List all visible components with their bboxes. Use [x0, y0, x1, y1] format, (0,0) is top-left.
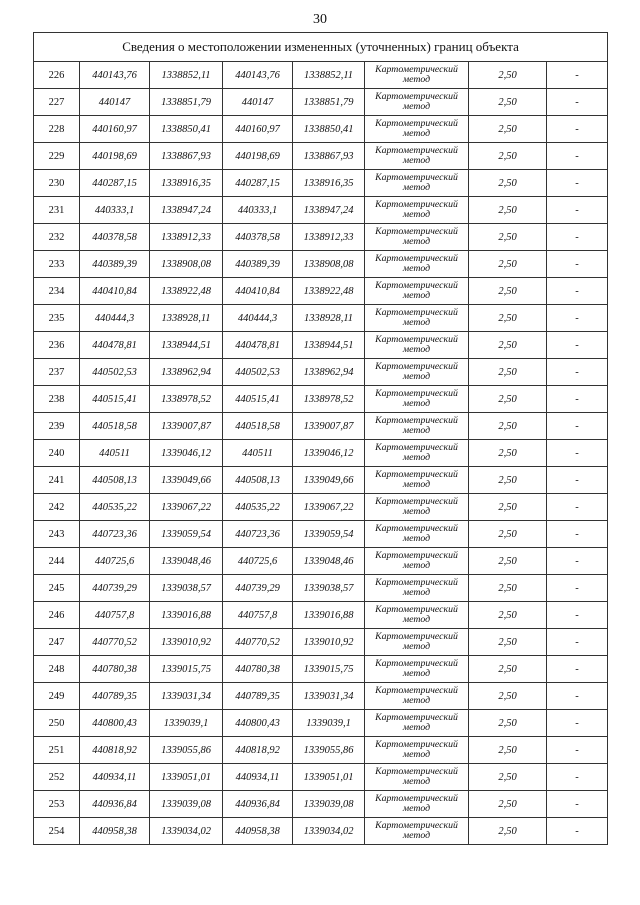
table-title-row	[34, 33, 608, 62]
page-number: 30	[313, 12, 327, 27]
cell-x-new: 440147	[223, 89, 293, 116]
table-row	[34, 386, 608, 413]
cell-accuracy: 2,50	[469, 116, 547, 143]
cell-method: Картометрический метод	[365, 62, 469, 89]
cell-method: Картометрический метод	[365, 197, 469, 224]
cell-note: -	[547, 332, 608, 359]
cell-x-existing: 440147	[80, 89, 150, 116]
cell-y-new: 1339015,75	[293, 656, 365, 683]
cell-accuracy: 2,50	[469, 737, 547, 764]
cell-accuracy: 2,50	[469, 224, 547, 251]
cell-x-new: 440287,15	[223, 170, 293, 197]
table-row	[34, 467, 608, 494]
cell-x-existing: 440518,58	[80, 413, 150, 440]
cell-accuracy: 2,50	[469, 332, 547, 359]
cell-x-existing: 440535,22	[80, 494, 150, 521]
cell-x-new: 440739,29	[223, 575, 293, 602]
cell-y-new: 1338944,51	[293, 332, 365, 359]
cell-x-new: 440757,8	[223, 602, 293, 629]
cell-x-existing: 440160,97	[80, 116, 150, 143]
table-row	[34, 62, 608, 89]
cell-y-new: 1338908,08	[293, 251, 365, 278]
cell-x-existing: 440800,43	[80, 710, 150, 737]
cell-accuracy: 2,50	[469, 359, 547, 386]
cell-x-new: 440502,53	[223, 359, 293, 386]
cell-point-number: 238	[34, 386, 80, 413]
table-row	[34, 251, 608, 278]
cell-point-number: 231	[34, 197, 80, 224]
table-row	[34, 224, 608, 251]
cell-x-new: 440444,3	[223, 305, 293, 332]
table-row	[34, 575, 608, 602]
cell-accuracy: 2,50	[469, 791, 547, 818]
cell-note: -	[547, 737, 608, 764]
cell-y-new: 1339010,92	[293, 629, 365, 656]
cell-y-new: 1338978,52	[293, 386, 365, 413]
table-row	[34, 170, 608, 197]
cell-y-existing: 1338944,51	[150, 332, 223, 359]
table-row	[34, 359, 608, 386]
table-row	[34, 683, 608, 710]
boundary-coordinates-table	[33, 32, 608, 845]
cell-y-existing: 1339016,88	[150, 602, 223, 629]
table-row	[34, 737, 608, 764]
cell-point-number: 229	[34, 143, 80, 170]
cell-y-new: 1338851,79	[293, 89, 365, 116]
cell-y-existing: 1339067,22	[150, 494, 223, 521]
cell-x-new: 440800,43	[223, 710, 293, 737]
cell-y-existing: 1339010,92	[150, 629, 223, 656]
cell-note: -	[547, 116, 608, 143]
cell-accuracy: 2,50	[469, 710, 547, 737]
cell-point-number: 250	[34, 710, 80, 737]
cell-point-number: 245	[34, 575, 80, 602]
cell-point-number: 228	[34, 116, 80, 143]
cell-point-number: 236	[34, 332, 80, 359]
cell-x-existing: 440515,41	[80, 386, 150, 413]
cell-method: Картометрический метод	[365, 602, 469, 629]
cell-y-new: 1339039,1	[293, 710, 365, 737]
cell-x-existing: 440770,52	[80, 629, 150, 656]
cell-x-new: 440333,1	[223, 197, 293, 224]
cell-method: Картометрический метод	[365, 251, 469, 278]
cell-note: -	[547, 62, 608, 89]
cell-accuracy: 2,50	[469, 170, 547, 197]
cell-x-existing: 440511	[80, 440, 150, 467]
cell-x-new: 440478,81	[223, 332, 293, 359]
cell-note: -	[547, 197, 608, 224]
table-row	[34, 656, 608, 683]
cell-y-new: 1339034,02	[293, 818, 365, 845]
cell-note: -	[547, 359, 608, 386]
cell-method: Картометрический метод	[365, 413, 469, 440]
cell-note: -	[547, 548, 608, 575]
cell-y-existing: 1339051,01	[150, 764, 223, 791]
cell-x-existing: 440502,53	[80, 359, 150, 386]
cell-y-new: 1339049,66	[293, 467, 365, 494]
cell-x-existing: 440958,38	[80, 818, 150, 845]
cell-method: Картометрический метод	[365, 764, 469, 791]
cell-x-existing: 440508,13	[80, 467, 150, 494]
cell-accuracy: 2,50	[469, 818, 547, 845]
cell-note: -	[547, 89, 608, 116]
cell-x-existing: 440757,8	[80, 602, 150, 629]
table-row	[34, 116, 608, 143]
cell-accuracy: 2,50	[469, 413, 547, 440]
cell-note: -	[547, 224, 608, 251]
cell-y-existing: 1339015,75	[150, 656, 223, 683]
cell-method: Картометрический метод	[365, 548, 469, 575]
cell-x-existing: 440198,69	[80, 143, 150, 170]
cell-x-new: 440511	[223, 440, 293, 467]
cell-x-new: 440725,6	[223, 548, 293, 575]
cell-point-number: 232	[34, 224, 80, 251]
cell-y-existing: 1338922,48	[150, 278, 223, 305]
cell-method: Картометрический метод	[365, 143, 469, 170]
cell-y-new: 1339031,34	[293, 683, 365, 710]
cell-x-existing: 440143,76	[80, 62, 150, 89]
table-row	[34, 548, 608, 575]
cell-point-number: 239	[34, 413, 80, 440]
table-row	[34, 602, 608, 629]
cell-x-new: 440936,84	[223, 791, 293, 818]
cell-note: -	[547, 791, 608, 818]
cell-y-existing: 1338850,41	[150, 116, 223, 143]
cell-x-existing: 440780,38	[80, 656, 150, 683]
cell-point-number: 240	[34, 440, 80, 467]
cell-y-new: 1339016,88	[293, 602, 365, 629]
cell-method: Картометрический метод	[365, 656, 469, 683]
table-title: Сведения о местоположении измененных (уточненных) границ объекта	[34, 33, 608, 62]
cell-y-new: 1339048,46	[293, 548, 365, 575]
cell-method: Картометрический метод	[365, 629, 469, 656]
cell-method: Картометрический метод	[365, 332, 469, 359]
cell-x-new: 440535,22	[223, 494, 293, 521]
cell-x-new: 440160,97	[223, 116, 293, 143]
cell-accuracy: 2,50	[469, 305, 547, 332]
cell-method: Картометрический метод	[365, 791, 469, 818]
cell-point-number: 253	[34, 791, 80, 818]
cell-y-new: 1339055,86	[293, 737, 365, 764]
cell-y-new: 1338912,33	[293, 224, 365, 251]
cell-x-existing: 440739,29	[80, 575, 150, 602]
cell-accuracy: 2,50	[469, 629, 547, 656]
cell-x-existing: 440789,35	[80, 683, 150, 710]
cell-method: Картометрический метод	[365, 683, 469, 710]
cell-x-new: 440789,35	[223, 683, 293, 710]
cell-x-new: 440508,13	[223, 467, 293, 494]
table-row	[34, 143, 608, 170]
cell-x-existing: 440389,39	[80, 251, 150, 278]
cell-accuracy: 2,50	[469, 62, 547, 89]
cell-y-new: 1339051,01	[293, 764, 365, 791]
cell-x-existing: 440936,84	[80, 791, 150, 818]
cell-method: Картометрический метод	[365, 440, 469, 467]
cell-note: -	[547, 413, 608, 440]
cell-y-existing: 1338867,93	[150, 143, 223, 170]
cell-point-number: 244	[34, 548, 80, 575]
cell-accuracy: 2,50	[469, 521, 547, 548]
cell-method: Картометрический метод	[365, 818, 469, 845]
cell-point-number: 233	[34, 251, 80, 278]
cell-y-existing: 1339059,54	[150, 521, 223, 548]
cell-note: -	[547, 278, 608, 305]
cell-point-number: 235	[34, 305, 80, 332]
cell-accuracy: 2,50	[469, 764, 547, 791]
cell-x-existing: 440818,92	[80, 737, 150, 764]
cell-y-new: 1338928,11	[293, 305, 365, 332]
cell-point-number: 227	[34, 89, 80, 116]
cell-point-number: 226	[34, 62, 80, 89]
cell-x-new: 440389,39	[223, 251, 293, 278]
cell-point-number: 230	[34, 170, 80, 197]
table-row	[34, 278, 608, 305]
cell-accuracy: 2,50	[469, 278, 547, 305]
cell-y-existing: 1338912,33	[150, 224, 223, 251]
table-row	[34, 521, 608, 548]
cell-note: -	[547, 386, 608, 413]
table-row	[34, 818, 608, 845]
cell-y-existing: 1338978,52	[150, 386, 223, 413]
table-row	[34, 332, 608, 359]
cell-point-number: 242	[34, 494, 80, 521]
cell-accuracy: 2,50	[469, 602, 547, 629]
cell-method: Картометрический метод	[365, 116, 469, 143]
cell-accuracy: 2,50	[469, 251, 547, 278]
cell-y-new: 1338867,93	[293, 143, 365, 170]
table-row	[34, 710, 608, 737]
cell-point-number: 248	[34, 656, 80, 683]
cell-point-number: 251	[34, 737, 80, 764]
table-row	[34, 791, 608, 818]
cell-y-new: 1338962,94	[293, 359, 365, 386]
cell-accuracy: 2,50	[469, 575, 547, 602]
table-row	[34, 440, 608, 467]
cell-y-existing: 1338947,24	[150, 197, 223, 224]
cell-y-existing: 1338908,08	[150, 251, 223, 278]
cell-y-existing: 1339039,1	[150, 710, 223, 737]
cell-note: -	[547, 251, 608, 278]
cell-accuracy: 2,50	[469, 89, 547, 116]
cell-method: Картометрический метод	[365, 521, 469, 548]
cell-note: -	[547, 305, 608, 332]
table-row	[34, 494, 608, 521]
cell-note: -	[547, 494, 608, 521]
cell-method: Картометрический метод	[365, 467, 469, 494]
cell-y-new: 1339007,87	[293, 413, 365, 440]
cell-y-existing: 1339039,08	[150, 791, 223, 818]
cell-accuracy: 2,50	[469, 386, 547, 413]
cell-x-new: 440958,38	[223, 818, 293, 845]
cell-y-existing: 1339031,34	[150, 683, 223, 710]
table-row	[34, 197, 608, 224]
table-row	[34, 764, 608, 791]
table-row	[34, 89, 608, 116]
cell-note: -	[547, 818, 608, 845]
cell-y-existing: 1338852,11	[150, 62, 223, 89]
cell-y-new: 1338922,48	[293, 278, 365, 305]
cell-accuracy: 2,50	[469, 656, 547, 683]
cell-method: Картометрический метод	[365, 89, 469, 116]
cell-point-number: 247	[34, 629, 80, 656]
cell-point-number: 237	[34, 359, 80, 386]
cell-x-new: 440198,69	[223, 143, 293, 170]
cell-y-new: 1339059,54	[293, 521, 365, 548]
cell-note: -	[547, 440, 608, 467]
cell-point-number: 252	[34, 764, 80, 791]
cell-x-new: 440818,92	[223, 737, 293, 764]
cell-x-new: 440143,76	[223, 62, 293, 89]
table-row	[34, 629, 608, 656]
cell-method: Картометрический метод	[365, 359, 469, 386]
cell-note: -	[547, 656, 608, 683]
cell-accuracy: 2,50	[469, 143, 547, 170]
cell-y-existing: 1338962,94	[150, 359, 223, 386]
cell-point-number: 241	[34, 467, 80, 494]
cell-accuracy: 2,50	[469, 467, 547, 494]
cell-note: -	[547, 683, 608, 710]
cell-note: -	[547, 143, 608, 170]
cell-note: -	[547, 629, 608, 656]
cell-note: -	[547, 467, 608, 494]
cell-x-new: 440515,41	[223, 386, 293, 413]
cell-x-new: 440770,52	[223, 629, 293, 656]
cell-x-existing: 440723,36	[80, 521, 150, 548]
cell-accuracy: 2,50	[469, 683, 547, 710]
cell-note: -	[547, 575, 608, 602]
cell-y-new: 1338916,35	[293, 170, 365, 197]
cell-accuracy: 2,50	[469, 440, 547, 467]
cell-accuracy: 2,50	[469, 548, 547, 575]
cell-x-existing: 440287,15	[80, 170, 150, 197]
table-row	[34, 305, 608, 332]
cell-x-new: 440518,58	[223, 413, 293, 440]
cell-note: -	[547, 710, 608, 737]
cell-point-number: 246	[34, 602, 80, 629]
cell-note: -	[547, 170, 608, 197]
cell-x-existing: 440725,6	[80, 548, 150, 575]
cell-y-existing: 1339046,12	[150, 440, 223, 467]
cell-y-new: 1339046,12	[293, 440, 365, 467]
cell-method: Картометрический метод	[365, 575, 469, 602]
cell-y-existing: 1338928,11	[150, 305, 223, 332]
table-row	[34, 413, 608, 440]
cell-x-existing: 440378,58	[80, 224, 150, 251]
cell-y-existing: 1338851,79	[150, 89, 223, 116]
cell-point-number: 249	[34, 683, 80, 710]
cell-x-existing: 440478,81	[80, 332, 150, 359]
cell-note: -	[547, 521, 608, 548]
cell-point-number: 243	[34, 521, 80, 548]
cell-note: -	[547, 764, 608, 791]
cell-x-existing: 440934,11	[80, 764, 150, 791]
cell-method: Картометрический метод	[365, 494, 469, 521]
cell-x-existing: 440410,84	[80, 278, 150, 305]
cell-x-existing: 440444,3	[80, 305, 150, 332]
cell-method: Картометрический метод	[365, 737, 469, 764]
cell-method: Картометрический метод	[365, 278, 469, 305]
cell-y-new: 1338850,41	[293, 116, 365, 143]
cell-method: Картометрический метод	[365, 305, 469, 332]
cell-accuracy: 2,50	[469, 197, 547, 224]
cell-x-new: 440410,84	[223, 278, 293, 305]
cell-y-new: 1339039,08	[293, 791, 365, 818]
cell-y-new: 1338947,24	[293, 197, 365, 224]
cell-x-new: 440378,58	[223, 224, 293, 251]
cell-point-number: 254	[34, 818, 80, 845]
cell-y-existing: 1339055,86	[150, 737, 223, 764]
cell-x-new: 440780,38	[223, 656, 293, 683]
cell-x-new: 440723,36	[223, 521, 293, 548]
cell-note: -	[547, 602, 608, 629]
cell-method: Картометрический метод	[365, 710, 469, 737]
cell-y-new: 1338852,11	[293, 62, 365, 89]
cell-x-existing: 440333,1	[80, 197, 150, 224]
cell-point-number: 234	[34, 278, 80, 305]
cell-y-existing: 1339034,02	[150, 818, 223, 845]
cell-method: Картометрический метод	[365, 170, 469, 197]
cell-y-existing: 1339048,46	[150, 548, 223, 575]
cell-x-new: 440934,11	[223, 764, 293, 791]
cell-y-new: 1339067,22	[293, 494, 365, 521]
cell-accuracy: 2,50	[469, 494, 547, 521]
cell-y-existing: 1339038,57	[150, 575, 223, 602]
cell-y-existing: 1339049,66	[150, 467, 223, 494]
cell-y-new: 1339038,57	[293, 575, 365, 602]
cell-y-existing: 1339007,87	[150, 413, 223, 440]
cell-method: Картометрический метод	[365, 386, 469, 413]
cell-y-existing: 1338916,35	[150, 170, 223, 197]
cell-method: Картометрический метод	[365, 224, 469, 251]
